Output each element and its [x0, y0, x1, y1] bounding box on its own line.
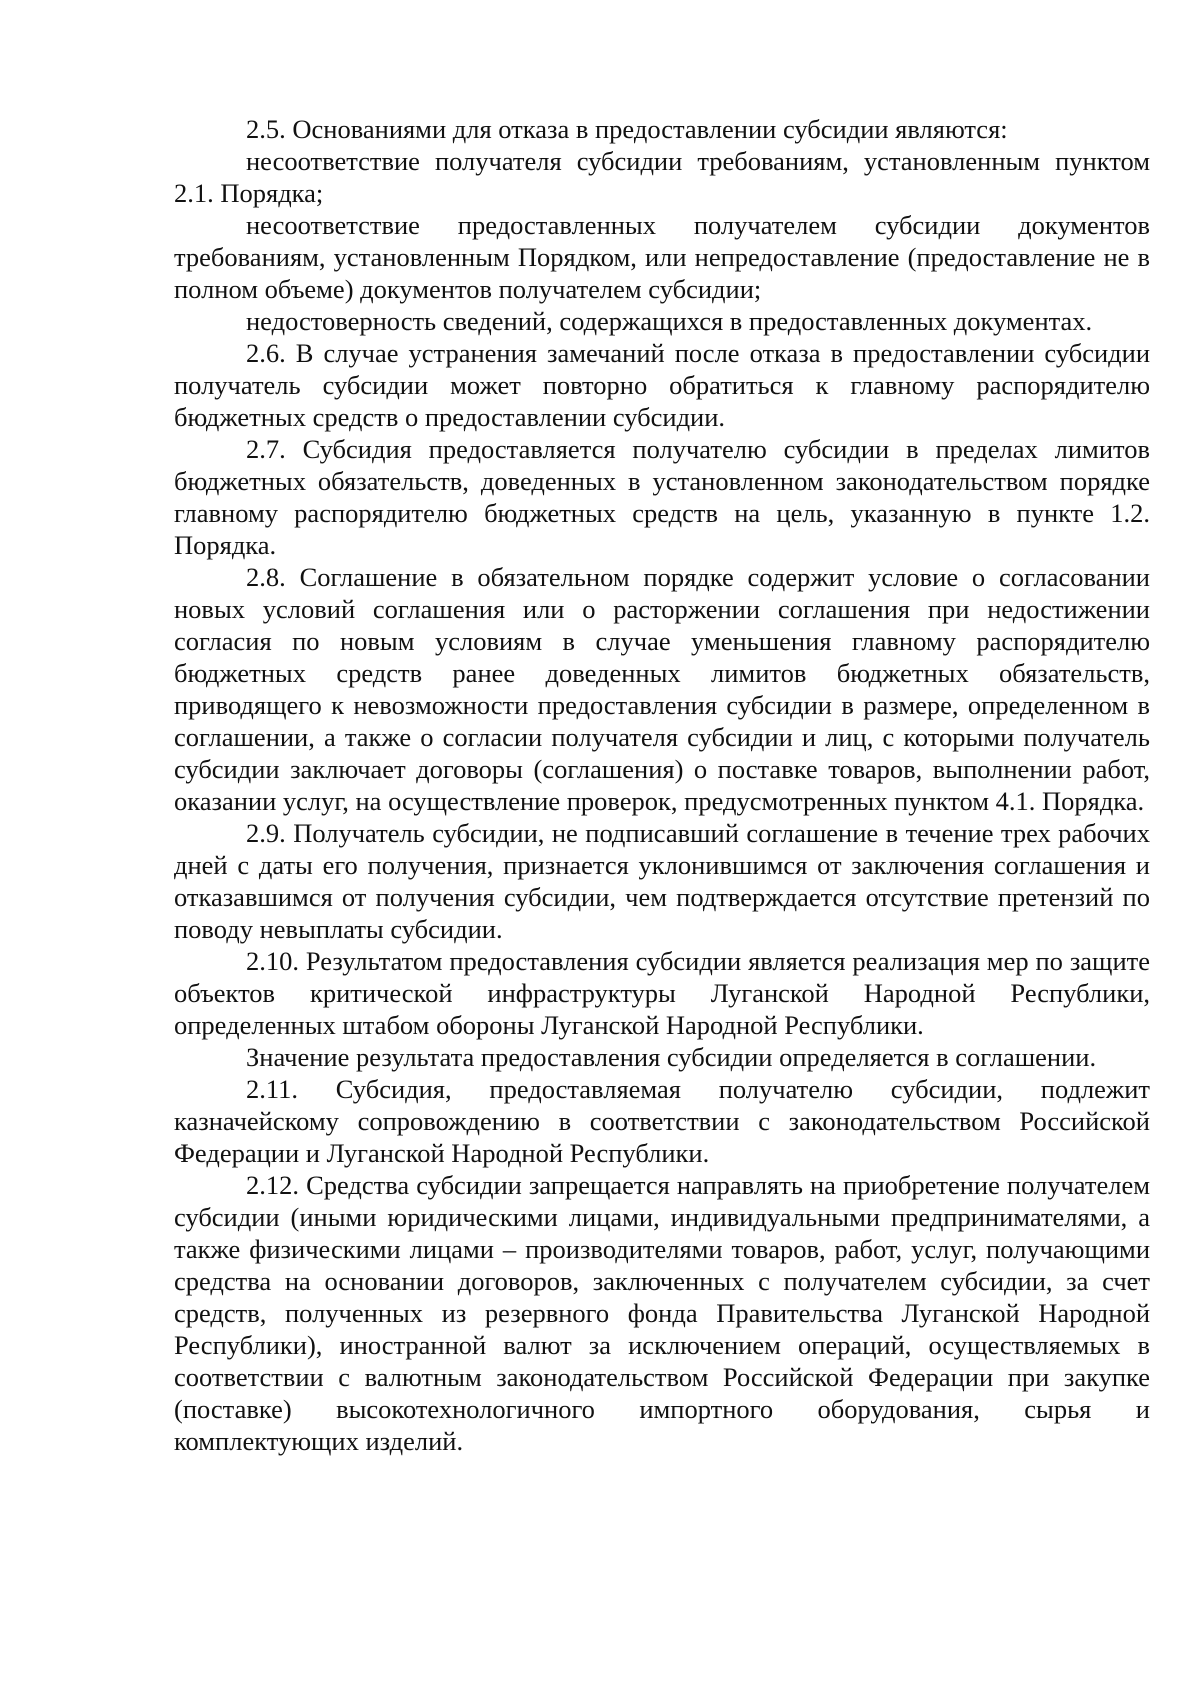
- paragraph-2-9: 2.9. Получатель субсидии, не подписавший соглашение в течение трех рабочих дней с даты его получения, признается уклонившимся от заключения соглашения и отказавшимся от получения субсидии, чем подтверждается отсутствие претензий по поводу невыплаты субсидии.: [174, 818, 1150, 944]
- paragraph-2-10: 2.10. Результатом предоставления субсидии является реализация мер по защите объектов критической инфраструктуры Луганской Народной Республики, определенных штабом обороны Луганской Народной Республики.: [174, 946, 1150, 1040]
- paragraph-2-5-item-2: несоответствие предоставленных получателем субсидии документов требованиям, установленным Порядком, или непредоставление (предоставление не в полном объеме) документов получателем субсидии;: [174, 210, 1150, 304]
- paragraph-2-5: 2.5. Основаниями для отказа в предоставлении субсидии являются:: [246, 114, 1008, 144]
- paragraph-2-6: 2.6. В случае устранения замечаний после отказа в предоставлении субсидии получатель субсидии может повторно обратиться к главному распорядителю бюджетных средств о предоставлении субсидии.: [174, 338, 1150, 432]
- paragraph-2-10-value: Значение результата предоставления субсидии определяется в соглашении.: [246, 1042, 1097, 1072]
- paragraph-2-12: 2.12. Средства субсидии запрещается направлять на приобретение получателем субсидии (иными юридическими лицами, индивидуальными предпринимателями, а также физическими лицами – производителями товаров, работ, услуг, получающими средства на основании договоров, заключенных с получателем субсидии, за счет средств, полученных из резервного фонда Правительства Луганской Народной Республики), иностранной валют за исключением операций, осуществляемых в соответствии с валютным законодательством Российской Федерации при закупке (поставке) высокотехнологичного импортного оборудования, сырья и комплектующих изделий.: [174, 1170, 1150, 1456]
- paragraph-2-8: 2.8. Соглашение в обязательном порядке содержит условие о согласовании новых условий соглашения или о расторжении соглашения при недостижении согласия по новым условиям в случае уменьшения главному распорядителю бюджетных средств ранее доведенных лимитов бюджетных обязательств, приводящего к невозможности предоставления субсидии в размере, определенном в соглашении, а также о согласии получателя субсидии и лиц, с которыми получатель субсидии заключает договоры (соглашения) о поставке товаров, выполнении работ, оказании услуг, на осуществление проверок, предусмотренных пунктом 4.1. Порядка.: [174, 562, 1150, 816]
- paragraph-2-7: 2.7. Субсидия предоставляется получателю субсидии в пределах лимитов бюджетных обязательств, доведенных в установленном законодательством порядке главному распорядителю бюджетных средств на цель, указанную в пункте 1.2. Порядка.: [174, 434, 1150, 560]
- paragraph-2-11: 2.11. Субсидия, предоставляемая получателю субсидии, подлежит казначейскому сопровождению в соответствии с законодательством Российской Федерации и Луганской Народной Республики.: [174, 1074, 1150, 1168]
- paragraph-2-5-item-1: несоответствие получателя субсидии требованиям, установленным пунктом 2.1. Порядка;: [174, 146, 1150, 208]
- paragraph-2-5-item-3: недостоверность сведений, содержащихся в предоставленных документах.: [246, 306, 1093, 336]
- document-body: [174, 113, 1150, 1457]
